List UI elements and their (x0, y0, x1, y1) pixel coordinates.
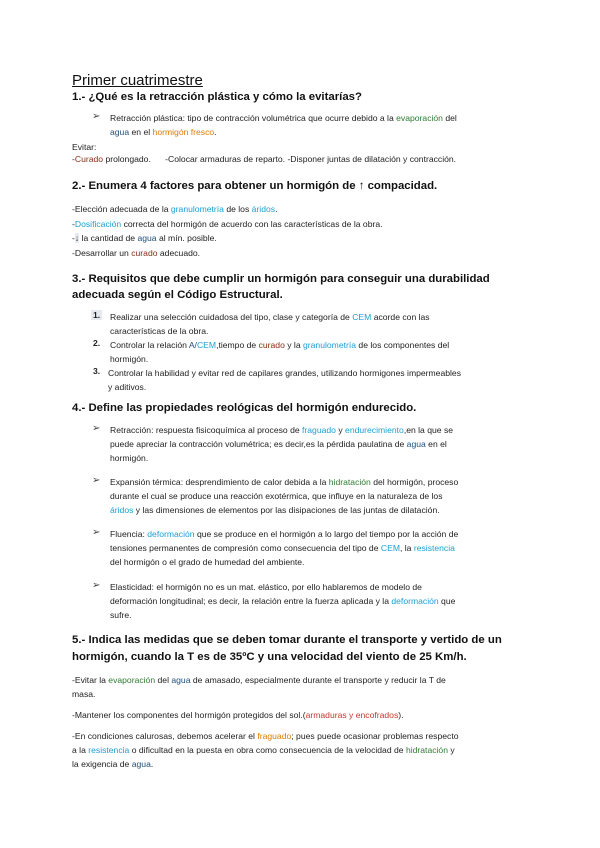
q4-expansion-line: áridos y las dimensiones de elementos por las disipaciones de las juntas de dilatación. (110, 505, 440, 515)
list-number: 2. (93, 338, 101, 348)
q2-line: -Elección adecuada de la granulometría de los áridos. (72, 204, 278, 214)
q5-paragraph-line: la exigencia de agua. (72, 759, 154, 769)
question-1-heading: 1.- ¿Qué es la retracción plástica y cómo la evitarías? (72, 91, 362, 103)
q1-bullet-line: agua en el hormigón fresco. (110, 127, 217, 137)
q3-item-line: Realizar una selección cuidadosa del tipo, clase y categoría de CEM acorde con las (110, 312, 430, 322)
question-4-heading: 4.- Define las propiedades reológicas del hormigón endurecido. (72, 402, 417, 414)
q1-evitar-line: -Curado prolongado. -Colocar armaduras de reparto. -Disponer juntas de dilatación y contracción. (72, 154, 457, 164)
bullet-arrow-icon: ➢ (92, 423, 101, 434)
list-number: 1. (93, 310, 101, 320)
down-arrow-icon: ↓ (74, 233, 80, 243)
q4-fluencia-line: tensiones permanentes de compresión como consecuencia del tipo de CEM, la resistencia (110, 543, 455, 553)
q5-paragraph-line: masa. (72, 689, 96, 699)
page-title: Primer cuatrimestre (72, 72, 203, 89)
q5-paragraph-line: a la resistencia o dificultad en la puesta en obra como consecuencia de la velocidad de hidratación y (72, 745, 455, 755)
q1-bullet-line: Retracción plástica: tipo de contracción volumétrica que ocurre debido a la evaporación del (110, 113, 457, 123)
q3-item-line: hormigón. (110, 354, 149, 364)
q4-elasticidad-line: sufre. (110, 610, 132, 620)
q4-retraccion-line: puede apreciar la contracción volumétrica; es decir,es la pérdida paulatina de agua en el (110, 439, 447, 449)
q1-evitar-label: Evitar: (72, 142, 97, 152)
bullet-arrow-icon: ➢ (92, 527, 101, 538)
q4-fluencia-line: Fluencia: deformación que se produce en el hormigón a lo largo del tiempo por la acción de (110, 529, 459, 539)
q4-retraccion-line: hormigón. (110, 453, 149, 463)
q5-paragraph-line: -Evitar la evaporación del agua de amasado, especialmente durante el transporte y reducir la T de (72, 675, 446, 685)
q4-fluencia-line: del hormigón o el grado de humedad del ambiente. (110, 557, 305, 567)
q2-line: -Desarrollar un curado adecuado. (72, 248, 201, 258)
q4-expansion-line: Expansión térmica: desprendimiento de calor debida a la hidratación del hormigón, proceso (110, 477, 459, 487)
q2-line: -Dosificación correcta del hormigón de acuerdo con las características de la obra. (72, 219, 383, 229)
q3-item-line: y aditivos. (108, 382, 147, 392)
q5-paragraph-line: -En condiciones calurosas, debemos acelerar el fraguado; pues puede ocasionar problemas respecto (72, 731, 459, 741)
question-3-heading: 3.- Requisitos que debe cumplir un hormigón para conseguir una durabilidad (72, 273, 490, 285)
q4-elasticidad-line: deformación longitudinal; es decir, la relación entre la fuerza aplicada y la deformación que (110, 596, 456, 606)
bullet-arrow-icon: ➢ (92, 580, 101, 591)
list-number: 3. (93, 366, 101, 376)
question-5-heading: 5.- Indica las medidas que se deben tomar durante el transporte y vertido de un (72, 634, 502, 646)
q4-retraccion-line: Retracción: respuesta fisicoquímica al proceso de fraguado y endurecimiento,en la que se (110, 425, 454, 435)
bullet-arrow-icon: ➢ (92, 475, 101, 486)
q3-item-line: características de la obra. (110, 326, 209, 336)
question-5-heading: hormigón, cuando la T es de 35ºC y una velocidad del viento de 25 Km/h. (72, 651, 467, 663)
q5-paragraph-line: -Mantener los componentes del hormigón protegidos del sol.(armaduras y encofrados). (72, 710, 404, 720)
question-2-heading: 2.- Enumera 4 factores para obtener un hormigón de ↑ compacidad. (72, 180, 438, 192)
q2-line: -↓ la cantidad de agua al mín. posible. (72, 233, 217, 243)
q4-elasticidad-line: Elasticidad: el hormigón no es un mat. elástico, por ello hablaremos de modelo de (110, 582, 422, 592)
bullet-arrow-icon: ➢ (92, 111, 101, 122)
q3-item-line: Controlar la habilidad y evitar red de capilares grandes, utilizando hormigones impermeables (108, 368, 462, 378)
q3-item-line: Controlar la relación A/CEM,tiempo de curado y la granulometría de los componentes del (110, 340, 450, 350)
question-3-heading: adecuada según el Código Estructural. (72, 289, 283, 301)
q4-expansion-line: durante el cual se produce una reacción exotérmica, que influye en la naturaleza de los (110, 491, 443, 501)
